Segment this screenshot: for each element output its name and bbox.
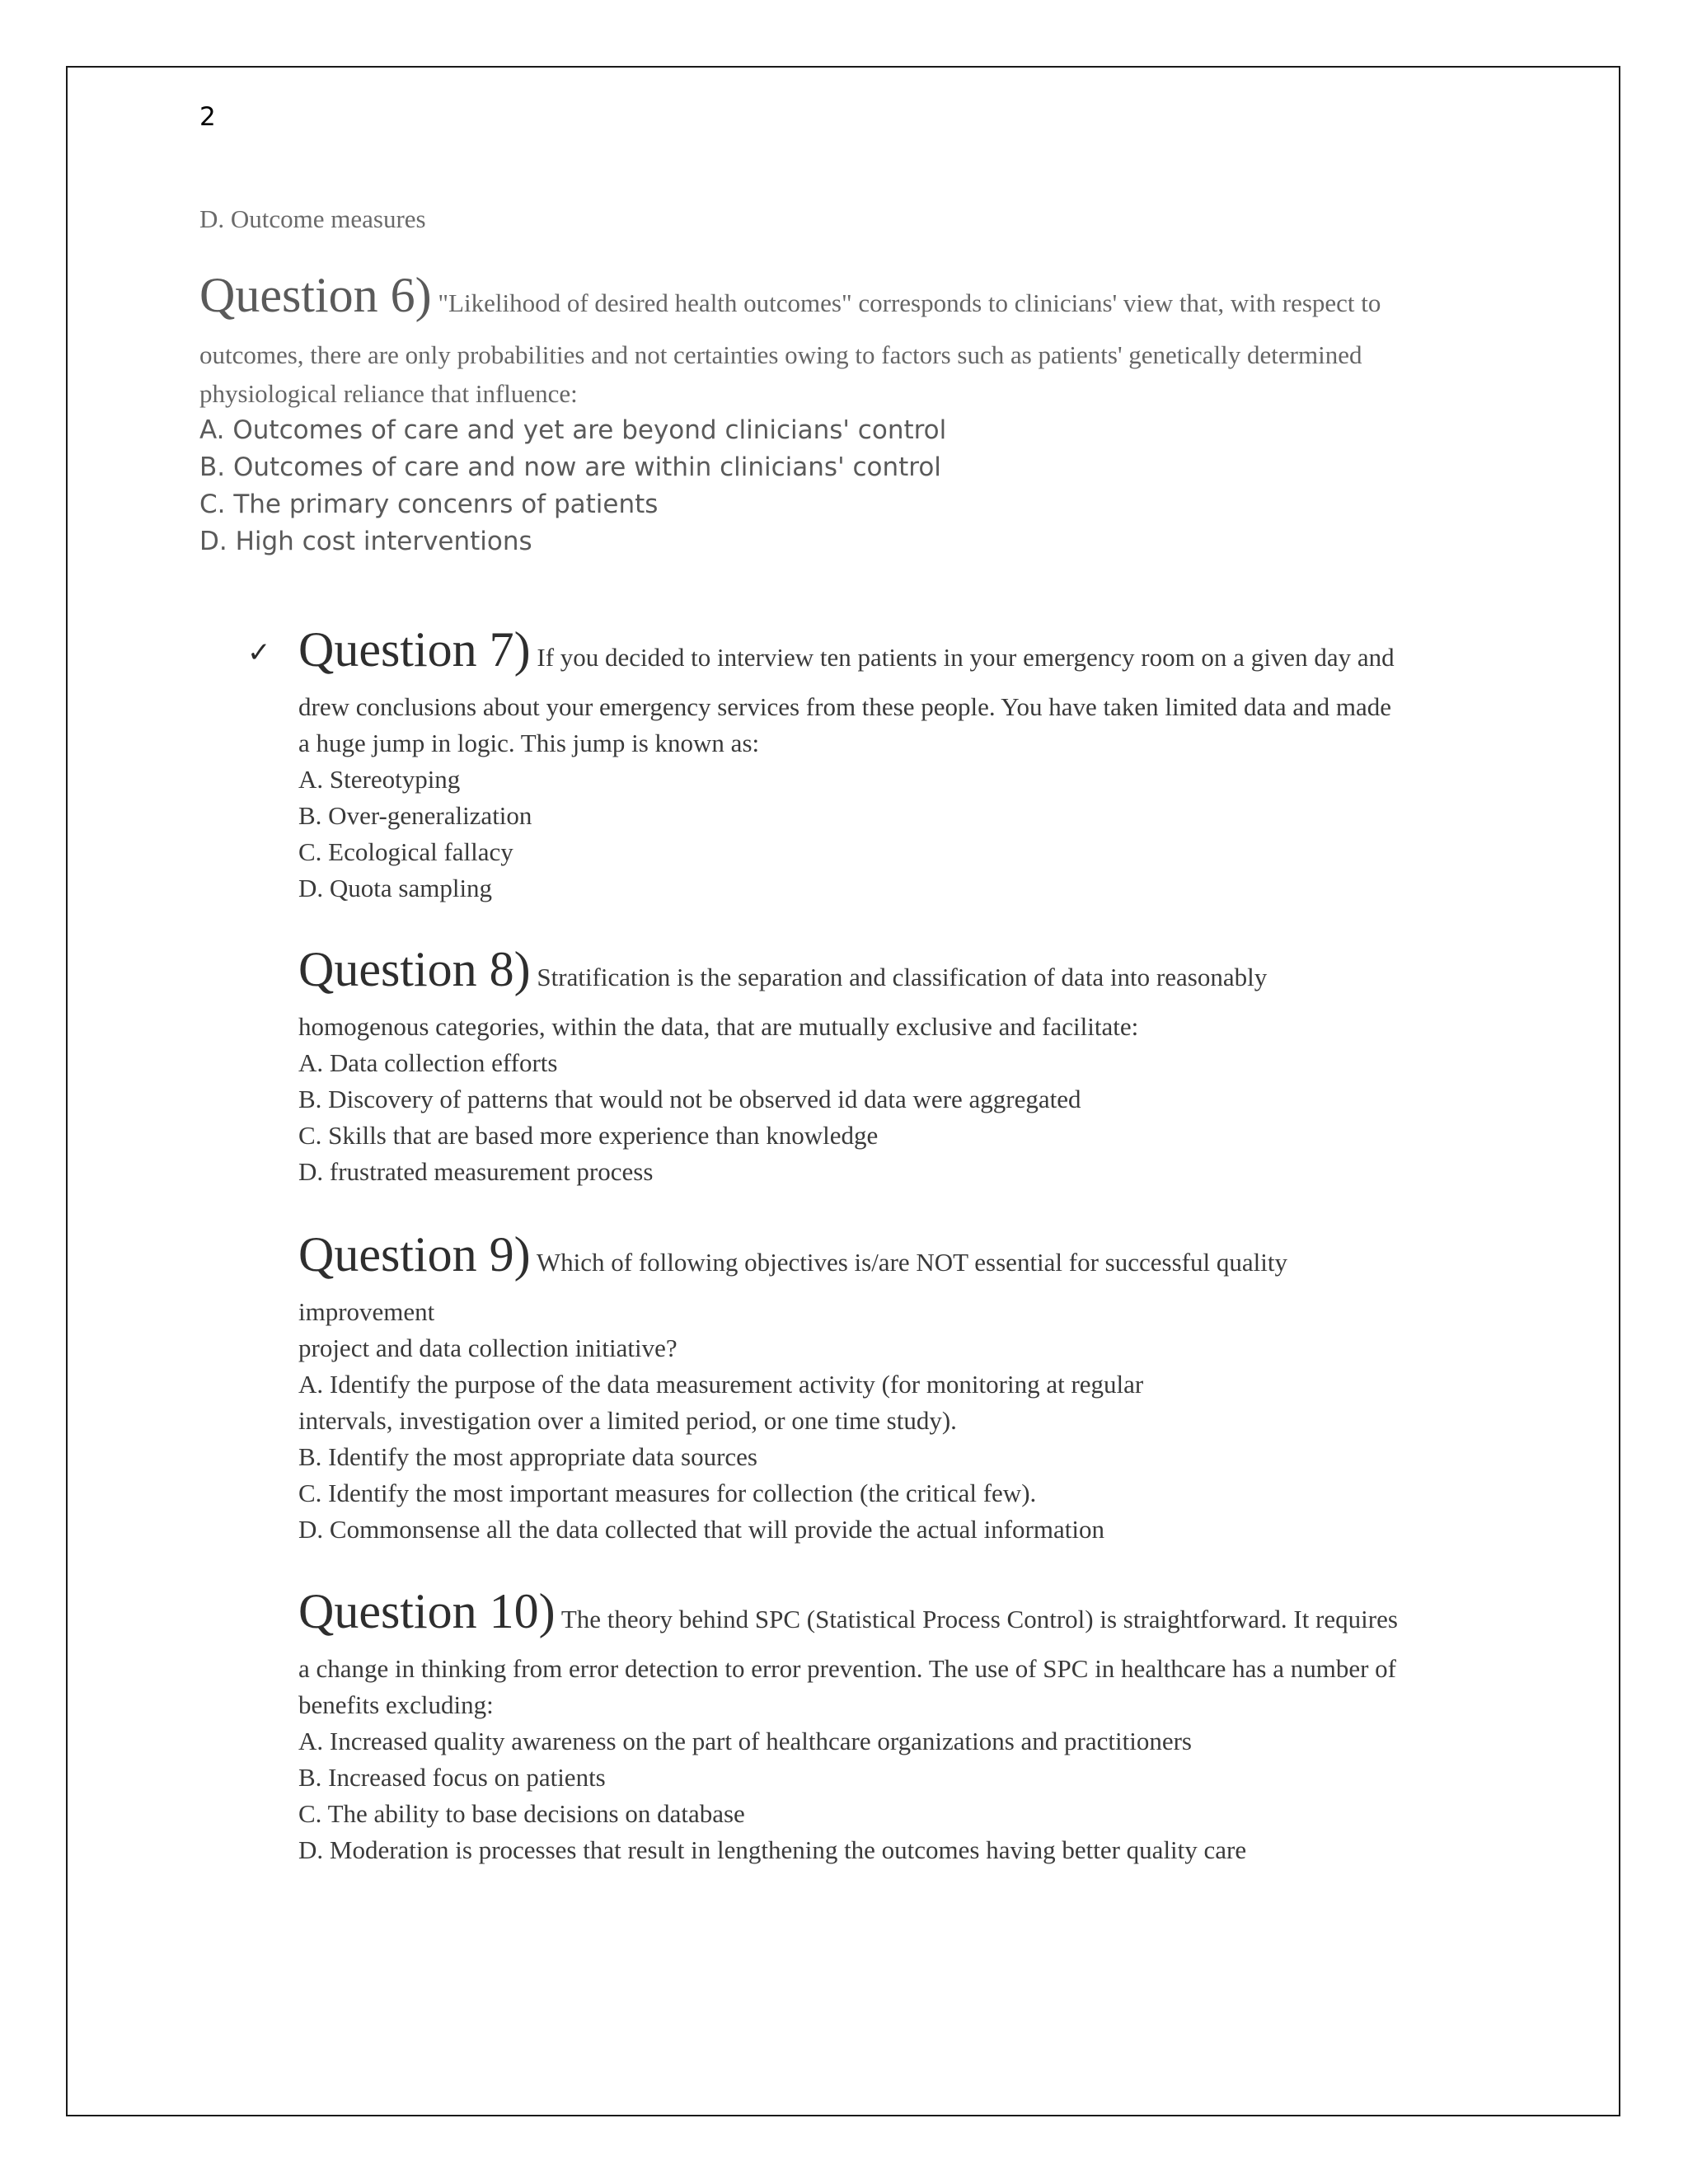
question-9-option-d: D. Commonsense all the data collected that will provide the actual information bbox=[298, 1515, 1104, 1544]
question-8-text-line-2: homogenous categories, within the data, that are mutually exclusive and facilitate: bbox=[298, 1012, 1139, 1041]
question-8-option-b: B. Discovery of patterns that would not be observed id data were aggregated bbox=[298, 1085, 1081, 1113]
question-6-text-line-2: outcomes, there are only probabilities and not certainties owing to factors such as patients' genetically determined bbox=[199, 340, 1362, 369]
question-9-heading: Question 9) bbox=[298, 1227, 531, 1282]
question-7-text-line-3: a huge jump in logic. This jump is known as: bbox=[298, 729, 760, 757]
question-10-option-d: D. Moderation is processes that result in lengthening the outcomes having better quality care bbox=[298, 1835, 1247, 1864]
question-7 bbox=[298, 622, 1493, 907]
previous-question-answer-option: D. Outcome measures bbox=[199, 204, 426, 233]
question-10-first-line bbox=[298, 1586, 1493, 1651]
question-9-first-line bbox=[298, 1227, 1493, 1294]
question-6-option-b: B. Outcomes of care and now are within clinicians' control bbox=[199, 452, 941, 482]
question-8-option-c: C. Skills that are based more experience than knowledge bbox=[298, 1121, 879, 1150]
question-10-option-a: A. Increased quality awareness on the part of healthcare organizations and practitioners bbox=[298, 1727, 1192, 1755]
question-8-first-line bbox=[298, 944, 1493, 1009]
question-10-options bbox=[298, 1723, 1493, 1868]
question-8-heading: Question 8) bbox=[298, 942, 531, 996]
question-6 bbox=[199, 270, 1485, 560]
question-8-option-a: A. Data collection efforts bbox=[298, 1048, 558, 1077]
question-8-text-line-1: Stratification is the separation and classification of data into reasonably bbox=[530, 963, 1268, 991]
question-9-text-line-3: project and data collection initiative? bbox=[298, 1333, 678, 1362]
question-7-first-line bbox=[298, 622, 1493, 689]
question-9-option-a: A. Identify the purpose of the data measurement activity (for monitoring at regular bbox=[298, 1370, 1144, 1399]
question-10-text-line-3: benefits excluding: bbox=[298, 1690, 494, 1719]
question-10 bbox=[298, 1586, 1493, 1868]
question-10-text-line-1: The theory behind SPC (Statistical Process Control) is straightforward. It requires bbox=[555, 1605, 1398, 1633]
question-7-option-d: D. Quota sampling bbox=[298, 874, 493, 902]
question-6-text-line-1: "Likelihood of desired health outcomes" corresponds to clinicians' view that, with respect to bbox=[431, 288, 1381, 317]
question-7-option-b: B. Over-generalization bbox=[298, 801, 532, 830]
question-8-option-d: D. frustrated measurement process bbox=[298, 1157, 654, 1186]
question-7-heading: Question 7) bbox=[298, 622, 531, 677]
question-8 bbox=[298, 944, 1493, 1190]
question-7-option-c: C. Ecological fallacy bbox=[298, 837, 513, 866]
question-6-option-a: A. Outcomes of care and yet are beyond clinicians' control bbox=[199, 415, 947, 445]
question-6-option-d: D. High cost interventions bbox=[199, 527, 532, 556]
question-10-text-line-2: a change in thinking from error detection to error prevention. The use of SPC in healthcare has a number of bbox=[298, 1654, 1397, 1683]
question-6-heading: Question 6) bbox=[199, 268, 432, 322]
question-10-heading: Question 10) bbox=[298, 1584, 556, 1638]
question-8-options bbox=[298, 1045, 1493, 1190]
page-number: 2 bbox=[199, 102, 216, 132]
question-9 bbox=[298, 1227, 1493, 1548]
question-7-text-line-2: drew conclusions about your emergency services from these people. You have taken limited data and made bbox=[298, 692, 1392, 721]
question-7-option-a: A. Stereotyping bbox=[298, 765, 461, 794]
checkmark-icon: ✓ bbox=[247, 636, 271, 669]
question-6-options bbox=[199, 412, 1485, 560]
question-7-text-line-1: If you decided to interview ten patients in your emergency room on a given day and bbox=[530, 643, 1395, 672]
question-9-options bbox=[298, 1366, 1493, 1548]
question-9-option-b: B. Identify the most appropriate data sources bbox=[298, 1442, 757, 1471]
question-10-option-b: B. Increased focus on patients bbox=[298, 1763, 606, 1792]
question-7-options bbox=[298, 762, 1493, 907]
question-6-option-c: C. The primary concenrs of patients bbox=[199, 490, 659, 519]
question-6-first-line bbox=[199, 270, 1485, 335]
question-9-option-a-continued: intervals, investigation over a limited period, or one time study). bbox=[298, 1406, 957, 1435]
question-6-text-line-3: physiological reliance that influence: bbox=[199, 379, 578, 408]
question-9-text-line-1: Which of following objectives is/are NOT essential for successful quality bbox=[530, 1248, 1287, 1277]
question-9-option-c: C. Identify the most important measures for collection (the critical few). bbox=[298, 1479, 1037, 1507]
question-10-option-c: C. The ability to base decisions on database bbox=[298, 1799, 745, 1828]
question-9-text-line-2: improvement bbox=[298, 1297, 435, 1326]
